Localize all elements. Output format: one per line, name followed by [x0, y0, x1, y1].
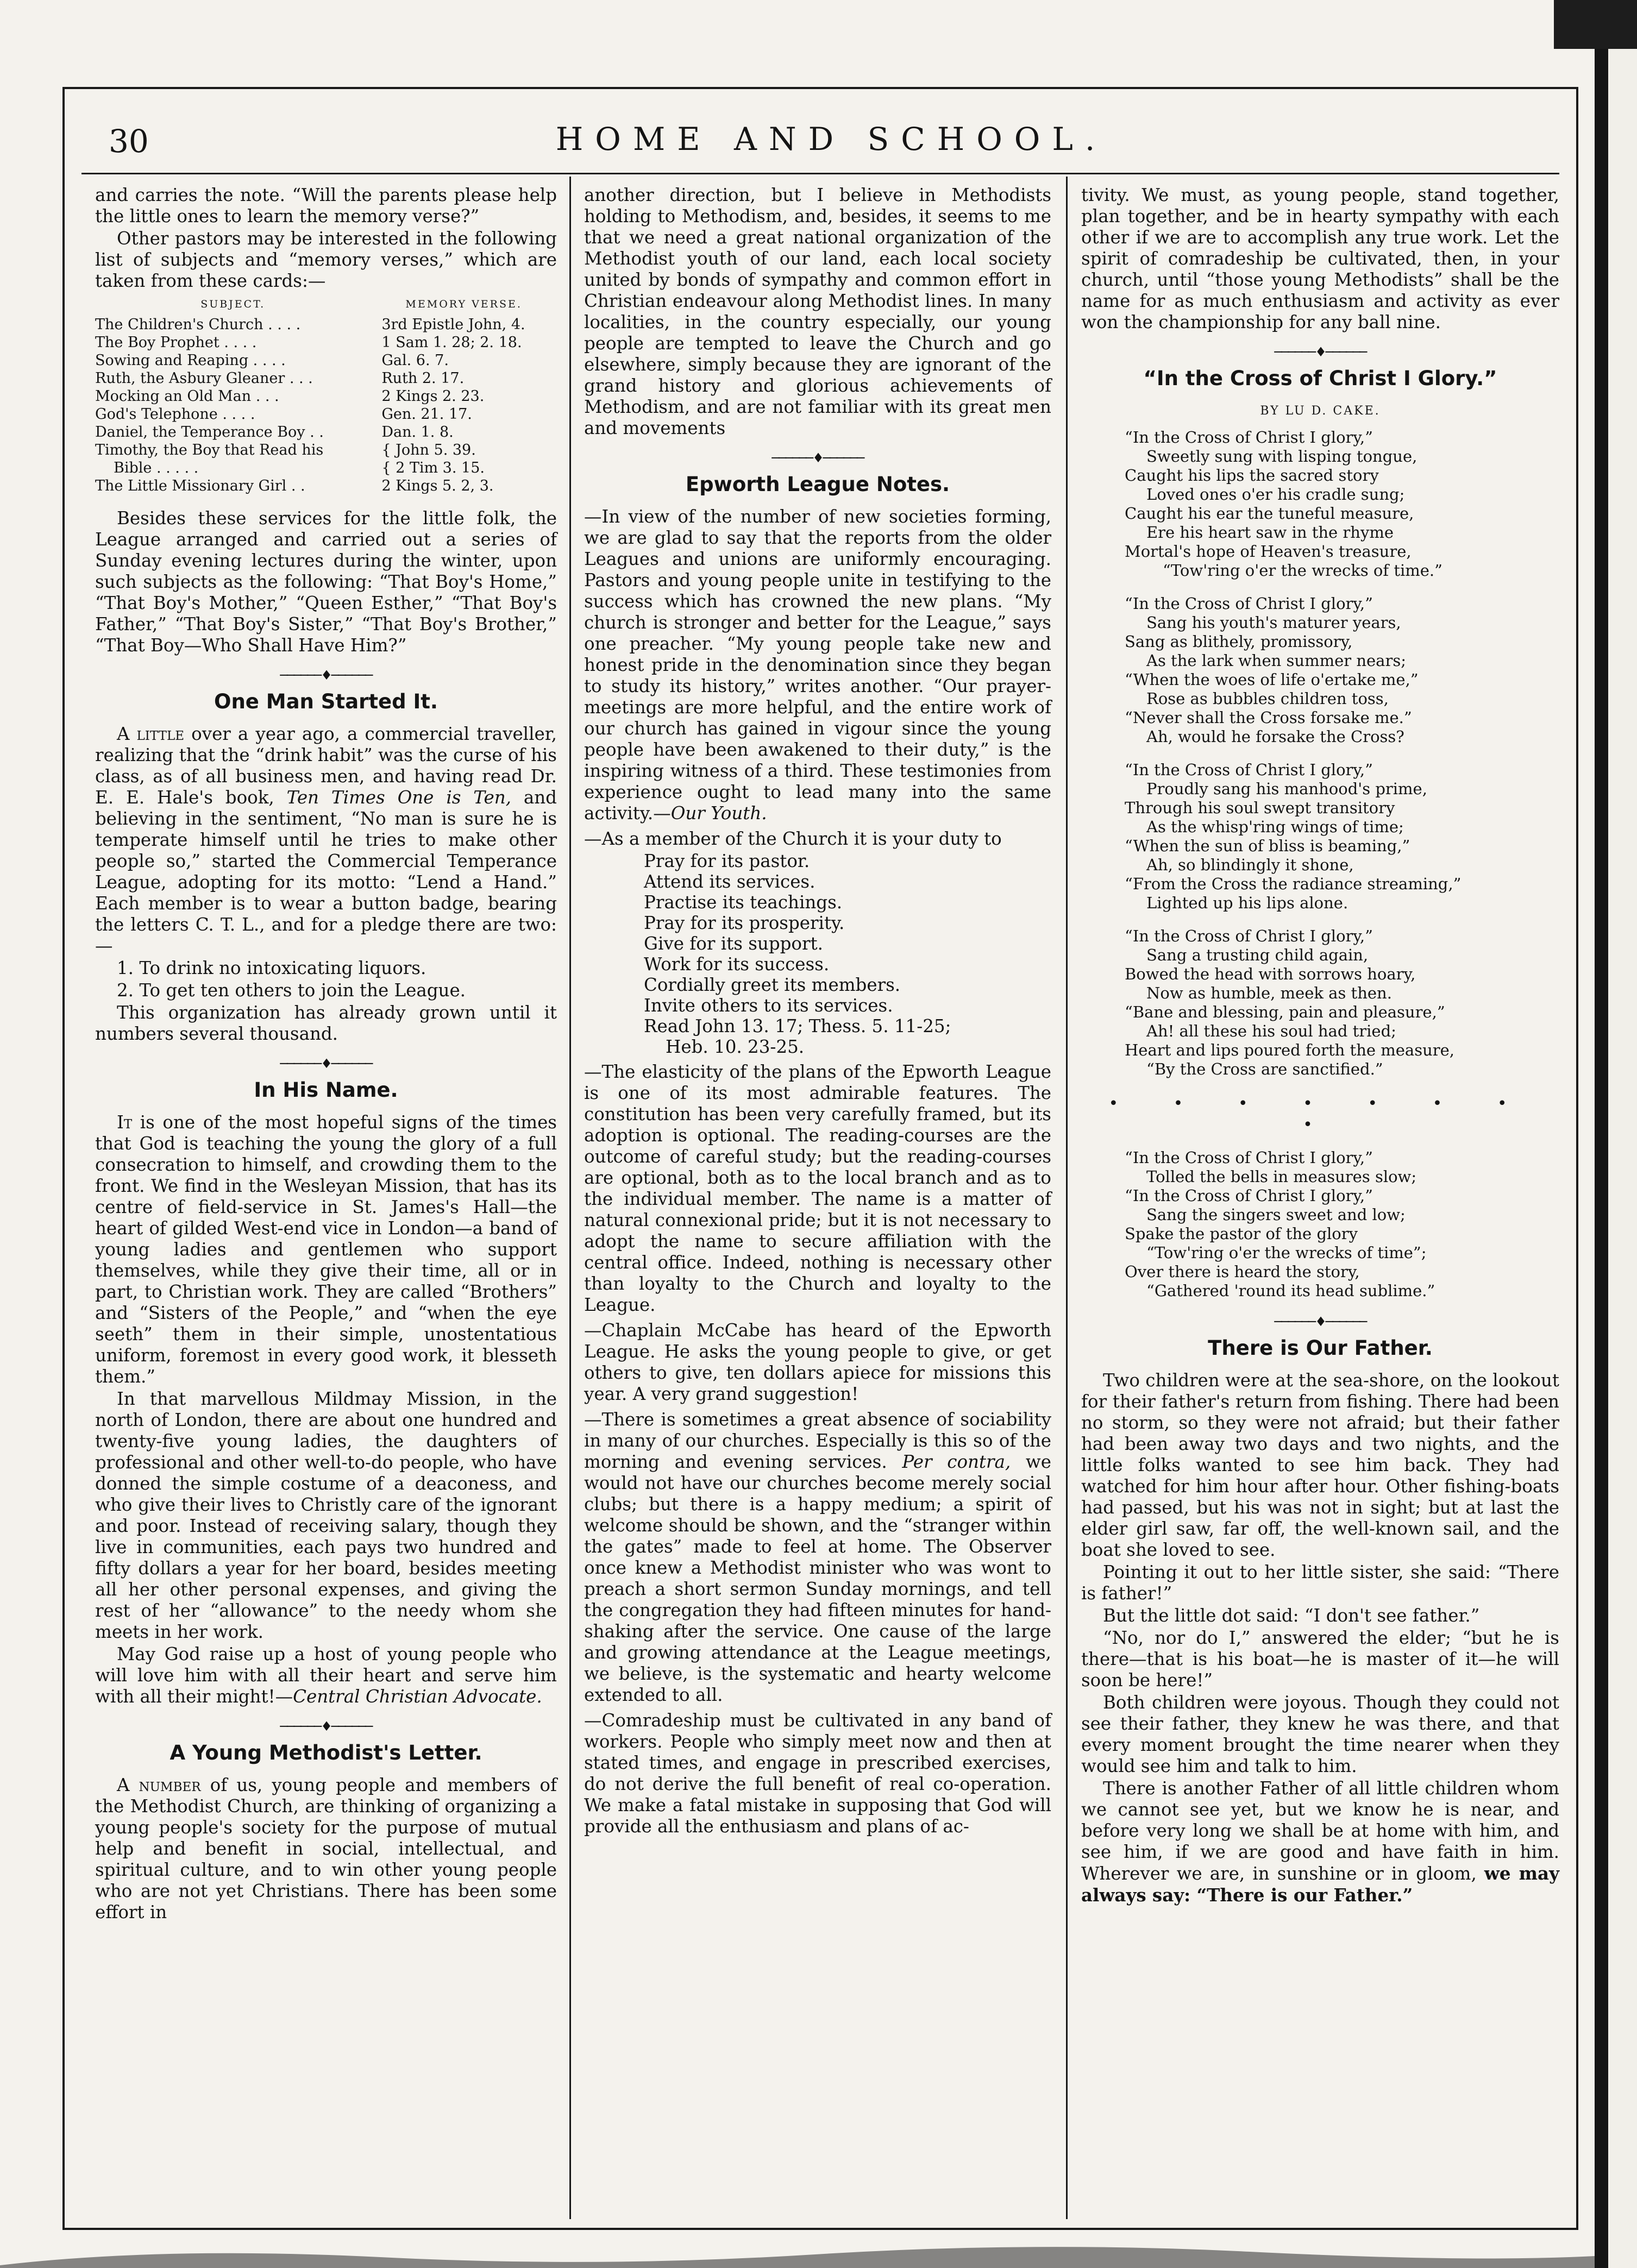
text-span: over a year ago, a commercial traveller, realizing that the “drink habit” was the curse of his class, as of all business men, and having read Dr. E. E. Hale's book,: [95, 724, 557, 808]
duty-item: Read John 13. 17; Thess. 5. 11-25;: [644, 1016, 951, 1036]
verse-line: “When the woes of life o'ertake me,”: [1125, 670, 1419, 689]
verse-cell: 1 Sam 1. 28; 2. 18.: [381, 334, 522, 351]
verse-line: Sang his youth's maturer years,: [1146, 613, 1401, 632]
journal-title: HOME AND SCHOOL.: [555, 121, 1107, 158]
memory-verse-table: [95, 295, 557, 495]
text-span: There is another Father of all little children whom we cannot see yet, but we know he is near, and before very long we shall be at home with him, and see him, if we are good and have faith in him. Wherever we are, in sunshine or in gloom,: [1081, 1778, 1559, 1884]
pledge-item: 1. To drink no intoxicating liquors.: [117, 958, 427, 978]
verse-line: “Never shall the Cross forsake me.”: [1125, 708, 1412, 727]
verse-line: Caught his lips the sacred story: [1125, 466, 1379, 485]
paragraph: [1081, 1778, 1559, 1906]
subject-cell: Timothy, the Boy that Read his: [95, 442, 324, 458]
verse-line: As the whisp'ring wings of time;: [1146, 818, 1404, 836]
article-heading: A Young Methodist's Letter.: [170, 1741, 482, 1764]
verse-cell: Gen. 21. 17.: [381, 406, 472, 423]
italic-phrase: Per contra,: [902, 1452, 1011, 1472]
subject-cell: Sowing and Reaping . . . .: [95, 352, 286, 369]
column-3: [1081, 185, 1559, 2195]
page-number: 30: [109, 123, 149, 160]
subject-cell: The Boy Prophet . . . .: [95, 334, 257, 351]
poem-stanza: [1125, 761, 1559, 913]
verse-line: “Tow'ring o'er the wrecks of time.”: [1163, 561, 1442, 580]
verse-cell: Ruth 2. 17.: [381, 370, 465, 387]
verse-line: Now as humble, meek as then.: [1146, 984, 1392, 1002]
poem-byline: BY LU D. CAKE.: [1260, 404, 1381, 418]
table-row: [95, 441, 557, 459]
paragraph: —Chaplain McCabe has heard of the Epworth League. He asks the young people to give, or get others to give, ten dollars apiece for missions this year. A very grand suggestion!: [584, 1320, 1051, 1404]
text-span: view of the number of new societies forming, we are glad to say that the reports from the older Leagues and unions are uniformly encouraging. Pastors and young people unite in testifying to the success which has crowned the new plans. “My church is stronger and better for the League,” says one preacher. “My young people take new and honest pride in the denomination since they began to study its history,” writes another. “Our prayer-meetings are more helpful, and the entire work of our church has gained in vigour since the young people have been awakened to their duty,” is the inspiring witness of a third. These testimonies from experience ought to lead many into the same activity.—: [584, 506, 1051, 824]
paragraph: [95, 1644, 557, 1707]
table-row: [95, 334, 557, 351]
paragraph: another direction, but I believe in Methodists holding to Methodism, and, besides, it seems to me that we need a great national organization of the Methodist youth of our land, each local society united by bonds of sympathy and common effort in Christian endeavour along Methodist lines. In many localities, in the country especially, our young people are tempted to leave the Church and go elsewhere, simply because they are ignorant of the grand history and glorious achievements of Methodism, and are not familiar with its great men and movements: [584, 185, 1051, 438]
table-header-subject: SUBJECT.: [200, 298, 266, 310]
verse-line: “In the Cross of Christ I glory,”: [1125, 927, 1373, 945]
poem-stanza: [1125, 1148, 1559, 1301]
paragraph: Other pastors may be interested in the following list of subjects and “memory verses,” which are taken from these cards:—: [95, 228, 557, 291]
duty-item: Give for its support.: [644, 933, 823, 954]
verse-cell: 3rd Epistle John, 4.: [381, 316, 525, 333]
duty-item: Invite others to its services.: [644, 995, 893, 1016]
text-span: of us, young people and members of the Methodist Church, are thinking of organizing a young people's society for the purpose of mutual help and benefit in social, intellectual, and spiritual culture, and to win other young people who are not yet Christians. There has been some effort in: [95, 1775, 557, 1923]
subject-cell: Daniel, the Temperance Boy . .: [95, 424, 324, 441]
section-separator: ──────♦──────: [1274, 344, 1366, 360]
poem-stanza: [1125, 594, 1559, 746]
verse-line: Caught his ear the tuneful measure,: [1125, 504, 1414, 523]
paragraph: Both children were joyous. Though they could not see their father, they knew he was there, and that every moment brought the time nearer when they would see him and talk to him.: [1081, 1692, 1559, 1776]
verse-line: Over there is heard the story,: [1125, 1262, 1360, 1281]
verse-line: Sang a trusting child again,: [1146, 946, 1369, 964]
paragraph: tivity. We must, as young people, stand together, plan together, and be in hearty sympathy with each other if we are to accomplish any true work. Let the spirit of comradeship be cultivated, then, in your church, until “those young Methodists” shall be the name for as much enthusiasm and activity as ever won the championship for any ball nine.: [1081, 185, 1559, 332]
section-separator: ──────♦──────: [280, 668, 372, 683]
verse-line: “In the Cross of Christ I glory,”: [1125, 1148, 1373, 1167]
subject-cell: Bible . . . . .: [114, 460, 199, 476]
subject-cell: Ruth, the Asbury Gleaner . . .: [95, 370, 313, 387]
verse-line: “From the Cross the radiance streaming,”: [1125, 875, 1462, 893]
column-2: [584, 185, 1051, 2195]
paragraph: “No, nor do I,” answered the elder; “but he is there—that is his boat—he is master of it—he will soon be here!”: [1081, 1628, 1559, 1691]
verse-line: Ah! all these his soul had tried;: [1146, 1022, 1396, 1040]
verse-line: “Gathered 'round its head sublime.”: [1146, 1281, 1435, 1300]
duty-item: Cordially greet its members.: [644, 975, 901, 995]
stanza-break-dots: • • • • • • • •: [1108, 1094, 1532, 1134]
verse-cell: Dan. 1. 8.: [381, 424, 454, 441]
scan-edge-artifact: [0, 2235, 1595, 2268]
paragraph: —Comradeship must be cultivated in any band of workers. People who simply meet now and then at stated times, and engage in prescribed exercises, do not derive the full benefit of real co-operation. We make a fatal mistake in supposing that God will provide all the enthusiasm and plans of ac-: [584, 1710, 1051, 1837]
verse-cell: 2 Kings 2. 23.: [381, 388, 485, 405]
verse-line: Spake the pastor of the glory: [1125, 1224, 1358, 1243]
table-row: [95, 369, 557, 387]
paragraph: —The elasticity of the plans of the Epworth League is one of its most admirable features. The constitution has been very carefully framed, but its adoption is optional. The reading-courses are the outcome of careful study; but the reading-courses are optional, both as to the local branch and as to the individual member. The name is a matter of natural connexional pride; but it is not necessary to adopt the name to secure affiliation with the central office. Indeed, nothing is necessary other than loyalty to the Church and loyalty to the League.: [584, 1061, 1051, 1315]
page-header: [109, 121, 1554, 169]
table-row: [95, 387, 557, 405]
section-separator: ──────♦──────: [772, 450, 864, 466]
text-span: is one of the most hopeful signs of the times that God is teaching the young the glory of a full consecration to himself, and crowding them to the front. We find in the Wesleyan Mission, that has its centre of field-service in St. James's Hall—the heart of gilded West-end vice in London—a band of young ladies and gentlemen who support themselves, while they give their time, all or in part, to Christian work. They are called “Brothers” and “Sisters of the People,” and “when the eye seeth” them in their simple, unostentatious uniform, foremost in every good work, it blesseth them.”: [95, 1112, 557, 1387]
subject-cell: God's Telephone . . . .: [95, 406, 255, 423]
binding-shadow: [1595, 0, 1608, 2268]
paragraph: [95, 1775, 557, 1923]
drop-word: A number: [117, 1775, 201, 1795]
verse-line: “In the Cross of Christ I glory,”: [1125, 1186, 1373, 1205]
verse-cell: { John 5. 39.: [381, 442, 476, 458]
paragraph: —As a member of the Church it is your duty to: [584, 828, 1002, 849]
column-1: [95, 185, 557, 2195]
text-span: —There is sometimes a great absence of sociability in many of our churches. Especially is this so of the morning and evening services.: [584, 1409, 1051, 1472]
adjacent-page-edge: [1608, 0, 1637, 2268]
duty-item: Pray for its pastor.: [644, 851, 810, 871]
duty-item: Work for its success.: [644, 954, 830, 975]
verse-line: Bowed the head with sorrows hoary,: [1125, 965, 1416, 983]
verse-line: “Tow'ring o'er the wrecks of time”;: [1146, 1243, 1427, 1262]
table-row: [95, 423, 557, 441]
paragraph: Two children were at the sea-shore, on the lookout for their father's return from fishing. There had been no storm, so they were not afraid; but their father had been away two days and two nights, and the little folks wanted to see him back. They had watched for him hour after hour. Other fishing-boats had passed, but his was not in sight; but at last the elder girl saw, far off, the well-known sail, and the boat she loved to see.: [1081, 1370, 1559, 1560]
column-rule: [569, 177, 571, 2219]
verse-line: Lighted up his lips alone.: [1146, 894, 1349, 912]
scan-smudge: [1554, 0, 1637, 49]
paragraph: [584, 506, 1051, 824]
section-separator: ──────♦──────: [280, 1719, 372, 1734]
verse-cell: { 2 Tim 3. 15.: [381, 460, 485, 476]
duty-list: [644, 851, 1051, 1057]
subject-cell: The Little Missionary Girl . .: [95, 478, 305, 494]
verse-line: Proudly sang his manhood's prime,: [1146, 780, 1427, 798]
paragraph: [95, 724, 557, 957]
duty-item: Pray for its prosperity.: [644, 913, 845, 933]
column-rule: [1066, 177, 1068, 2219]
pledge-item: 2. To get ten others to join the League.: [117, 980, 466, 1001]
source-citation: Central Christian Advocate.: [293, 1686, 542, 1707]
subject-cell: Mocking an Old Man . . .: [95, 388, 279, 405]
paragraph: [95, 1112, 557, 1387]
article-heading: Epworth League Notes.: [685, 473, 950, 496]
verse-line: Mortal's hope of Heaven's treasure,: [1125, 542, 1412, 561]
verse-line: Ah, would he forsake the Cross?: [1146, 727, 1404, 746]
drop-word: A little: [117, 724, 185, 744]
verse-cell: Gal. 6. 7.: [381, 352, 449, 369]
verse-line: Sang the singers sweet and low;: [1146, 1205, 1406, 1224]
verse-line: “By the Cross are sanctified.”: [1146, 1060, 1383, 1078]
closing-line: we may always say: “There is our Father.”: [1081, 1863, 1559, 1906]
table-row: [95, 459, 557, 477]
article-heading: One Man Started It.: [214, 690, 438, 713]
table-row: [95, 316, 557, 334]
paragraph: But the little dot said: “I don't see father.”: [1103, 1605, 1480, 1626]
section-separator: ──────♦──────: [1274, 1314, 1366, 1329]
verse-line: As the lark when summer nears;: [1146, 651, 1406, 670]
verse-line: Sang as blithely, promissory,: [1125, 632, 1353, 651]
poem-stanza: [1125, 428, 1559, 580]
paragraph: Besides these services for the little folk, the League arranged and carried out a series of Sunday evening lectures during the winter, upon such subjects as the following: “That Boy's Home,” “That Boy's Mother,” “Queen Esther,” “That Boy's Father,” “That Boy's Sister,” “That Boy's Brother,” “That Boy—Who Shall Have Him?”: [95, 508, 557, 656]
verse-line: Loved ones o'er his cradle sung;: [1146, 485, 1405, 504]
table-header-verse: MEMORY VERSE.: [405, 298, 522, 310]
drop-word: —In: [584, 506, 620, 527]
verse-line: Through his soul swept transitory: [1125, 799, 1395, 817]
drop-word: It: [117, 1112, 133, 1133]
duty-item: Heb. 10. 23-25.: [666, 1036, 805, 1057]
book-title: Ten Times One is Ten,: [286, 787, 511, 808]
poem-stanza: [1125, 927, 1559, 1079]
verse-line: “When the sun of bliss is beaming,”: [1125, 837, 1410, 855]
verse-line: “Bane and blessing, pain and pleasure,”: [1125, 1003, 1445, 1021]
text-span: we would not have our churches become merely social clubs; but there is a happy medium; a spirit of welcome should be shown, and the “stranger within the gates” made to feel at home. The Observer once knew a Methodist minister who was wont to preach a short sermon Sunday mornings, and tell the congregation they had fifteen minutes for hand-shaking after the service. One cause of the large and growing attendance at the League meetings, we believe, is the systematic and hearty welcome extended to all.: [584, 1452, 1051, 1705]
table-row: [95, 405, 557, 423]
duty-item: Practise its teachings.: [644, 892, 843, 913]
paragraph: In that marvellous Mildmay Mission, in the north of London, there are about one hundred and twenty-five young ladies, the daughters of professional and other well-to-do people, who have donned the simple costume of a deaconess, and who give their lives to Christly care of the ignorant and poor. Instead of receiving salary, though they live in communities, each pays two hundred and fifty dollars a year for her board, besides meeting all her other personal expenses, and giving the rest of her “allowance” to the needy whom she meets in her work.: [95, 1389, 557, 1642]
paragraph: [584, 1409, 1051, 1706]
table-row: [95, 477, 557, 495]
source-citation: Our Youth.: [670, 803, 767, 824]
header-rule: [81, 173, 1559, 174]
paragraph: and carries the note. “Will the parents please help the little ones to learn the memory verse?”: [95, 185, 557, 227]
verse-line: Ere his heart saw in the rhyme: [1146, 523, 1394, 542]
verse-line: Heart and lips poured forth the measure,: [1125, 1041, 1455, 1059]
section-separator: ──────♦──────: [280, 1056, 372, 1071]
verse-line: “In the Cross of Christ I glory,”: [1125, 594, 1373, 613]
subject-cell: The Children's Church . . . .: [95, 316, 301, 333]
article-heading: In His Name.: [254, 1078, 398, 1102]
verse-line: Tolled the bells in measures slow;: [1146, 1167, 1417, 1186]
text-span: May God raise up a host of young people who will love him with all their heart and serve him with all their might!—: [95, 1644, 557, 1707]
paragraph: Pointing it out to her little sister, she said: “There is father!”: [1081, 1562, 1559, 1604]
verse-line: Ah, so blindingly it shone,: [1146, 856, 1354, 874]
article-heading: There is Our Father.: [1208, 1336, 1433, 1360]
text-span: and believing in the sentiment, “No man is sure he is temperate himself until he tries to make other people so,” started the Commercial Temperance League, adopting for its motto: “Lend a Hand.” Each member is to wear a button badge, bearing the letters C. T. L., and for a pledge there are two:—: [95, 787, 557, 956]
verse-line: “In the Cross of Christ I glory,”: [1125, 761, 1373, 779]
poem-title: “In the Cross of Christ I Glory.”: [1143, 367, 1497, 390]
table-row: [95, 351, 557, 369]
verse-line: Sweetly sung with lisping tongue,: [1146, 447, 1418, 466]
verse-cell: 2 Kings 5. 2, 3.: [381, 478, 494, 494]
verse-line: “In the Cross of Christ I glory,”: [1125, 428, 1373, 447]
verse-line: Rose as bubbles children toss,: [1146, 689, 1389, 708]
paragraph: This organization has already grown until it numbers several thousand.: [95, 1002, 557, 1044]
duty-item: Attend its services.: [644, 871, 816, 892]
